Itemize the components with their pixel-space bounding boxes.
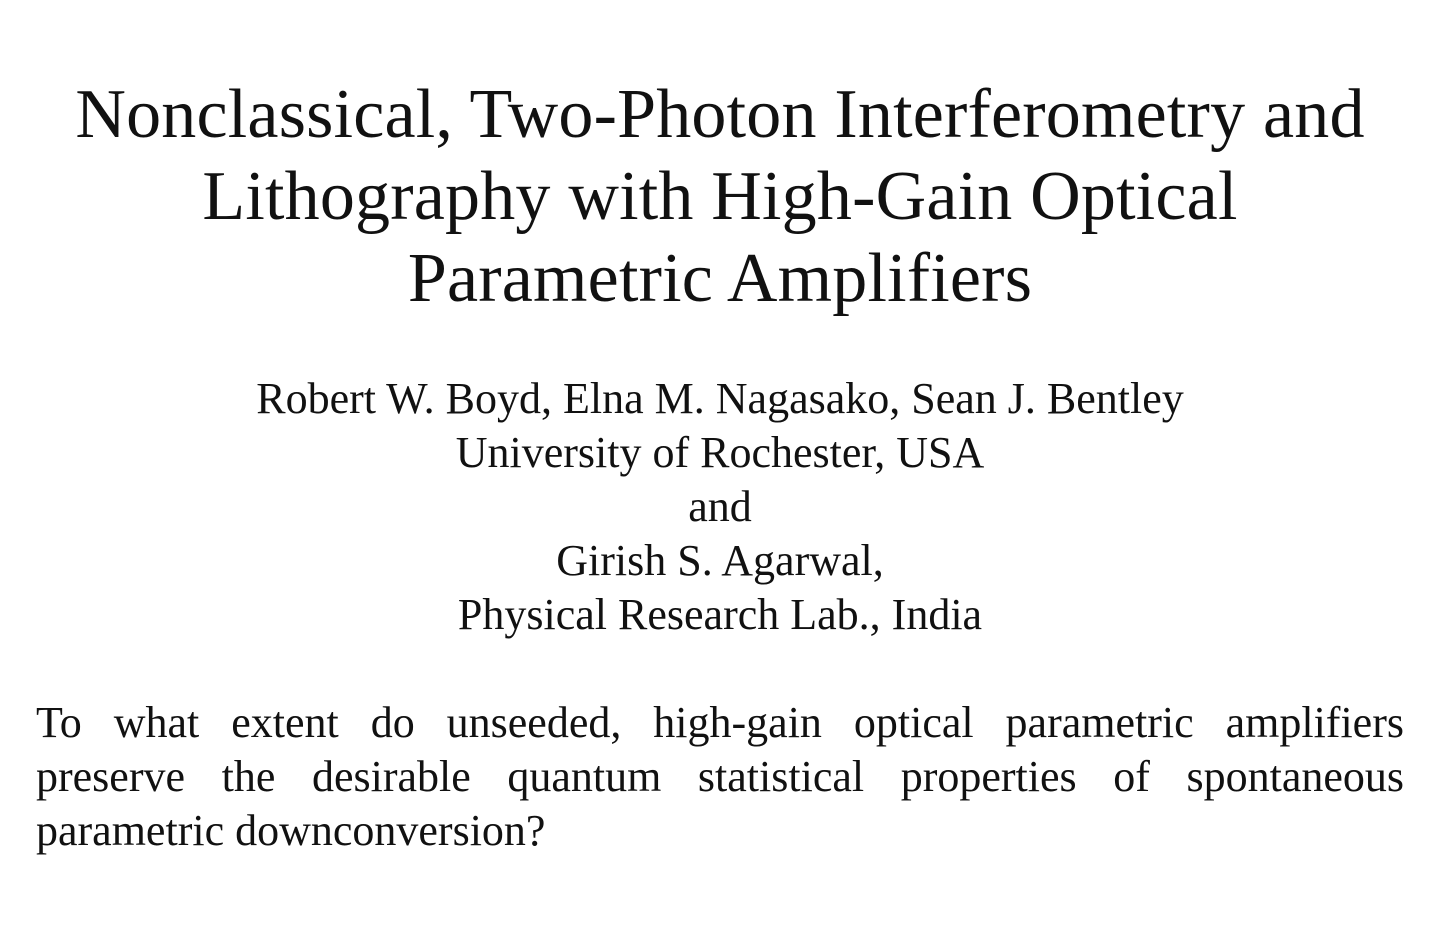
title-line-1: Nonclassical, Two-Photon Interferometry and — [75, 76, 1365, 153]
author-names-primary: Robert W. Boyd, Elna M. Nagasako, Sean J. Bentley — [256, 374, 1184, 423]
question-line-2: preserve the desirable quantum statistical properties of spontaneous — [36, 752, 1404, 801]
question-line-3: parametric downconversion? — [36, 806, 546, 855]
author-conjunction: and — [688, 482, 752, 531]
question-line-1: To what extent do unseeded, high-gain optical parametric amplifiers — [36, 698, 1404, 747]
title-line-2: Lithography with High-Gain Optical — [202, 158, 1238, 235]
title-line-3: Parametric Amplifiers — [407, 240, 1033, 317]
author-affiliation-primary: University of Rochester, USA — [455, 428, 985, 477]
slide-title — [0, 74, 1440, 320]
author-block — [0, 372, 1440, 642]
author-affiliation-secondary: Physical Research Lab., India — [457, 590, 983, 639]
research-question — [36, 696, 1404, 858]
author-names-secondary: Girish S. Agarwal, — [556, 536, 884, 585]
